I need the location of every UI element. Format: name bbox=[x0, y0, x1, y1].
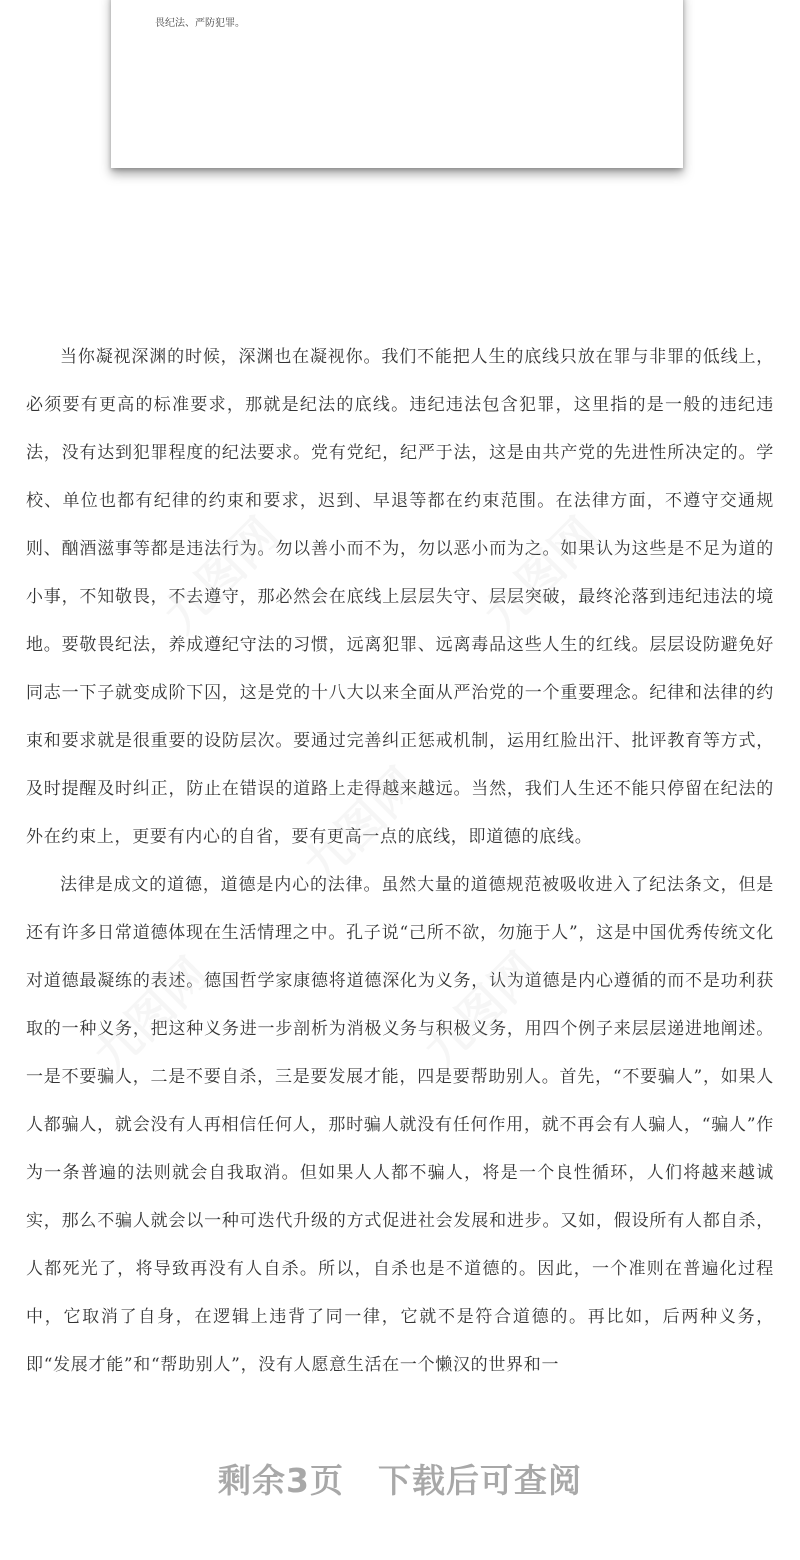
preview-line bbox=[155, 0, 655, 8]
preview-line: 畏纪法、严防犯罪。 bbox=[155, 18, 245, 29]
download-to-view-label: 下载后可查阅 bbox=[377, 1461, 582, 1500]
watermark: 九图网 bbox=[293, 757, 430, 894]
watermark: 九图网 bbox=[473, 507, 610, 644]
watermark: 九图网 bbox=[153, 507, 290, 644]
paragraph: 当你凝视深渊的时候，深渊也在凝视你。我们不能把人生的底线只放在罪与非罪的低线上，必须要有更高的标准要求，那就是纪法的底线。违纪违法包含犯罪，这里指的是一般的违纪违法，没有达到犯罪程度的纪法要求。党有党纪，纪严于法，这是由共产党的先进性所决定的。学校、单位也都有纪律的约束和要求，迟到、早退等都在约束范围。在法律方面，不遵守交通规则、酗酒滋事等都是违法行为。勿以善小而不为，勿以恶小而为之。如果认为这些是不足为道的小事，不知敬畏，不去遵守，那必然会在底线上层层失守、层层突破，最终沦落到违纪违法的境地。要敬畏纪法，养成遵纪守法的习惯，远离犯罪、远离毒品这些人生的红线。层层设防避免好同志一下子就变成阶下囚，这是党的十八大以来全面从严治党的一个重要理念。纪律和法律的约束和要求就是很重要的设防层次。要通过完善纠正惩戒机制，运用红脸出汗、批评教育等方式，及时提醒及时纠正，防止在错误的道路上走得越来越远。当然，我们人生还不能只停留在纪法的外在约束上，更要有内心的自省，要有更高一点的底线，即道德的底线。 bbox=[26, 347, 774, 847]
preview-text bbox=[155, 0, 655, 40]
remaining-pages-label: 剩余3页 bbox=[218, 1461, 344, 1500]
watermark: 九图网 bbox=[413, 942, 550, 1079]
paragraph: 法律是成文的道德，道德是内心的法律。虽然大量的道德规范被吸收进入了纪法条文，但是还有许多日常道德体现在生活情理之中。孔子说“己所不欲，勿施于人”，这是中国优秀传统文化对道德最凝练的表述。德国哲学家康德将道德深化为义务，认为道德是内心遵循的而不是功利获取的一种义务，把这种义务进一步剖析为消极义务与积极义务，用四个例子来层层递进地阐述。一是不要骗人，二是不要自杀，三是要发展才能，四是要帮助别人。首先，“不要骗人”，如果人人都骗人，就会没有人再相信任何人，那时骗人就没有任何作用，就不再会有人骗人，“骗人”作为一条普遍的法则就会自我取消。但如果人人都不骗人，将是一个良性循环，人们将越来越诚实，那么不骗人就会以一种可迭代升级的方式促进社会发展和进步。又如，假设所有人都自杀，人都死光了，将导致再没有人自杀。所以，自杀也是不道德的。因此，一个准则在普遍化过程中，它取消了自身，在逻辑上违背了同一律，它就不是符合道德的。再比如，后两种义务，即“发展才能”和“帮助别人”，没有人愿意生活在一个懒汉的世界和一 bbox=[26, 875, 774, 1375]
preview-page-card bbox=[111, 0, 683, 168]
watermark: 九图网 bbox=[83, 947, 220, 1084]
article-body bbox=[26, 333, 774, 1389]
remaining-pages-banner[interactable] bbox=[0, 1455, 800, 1502]
